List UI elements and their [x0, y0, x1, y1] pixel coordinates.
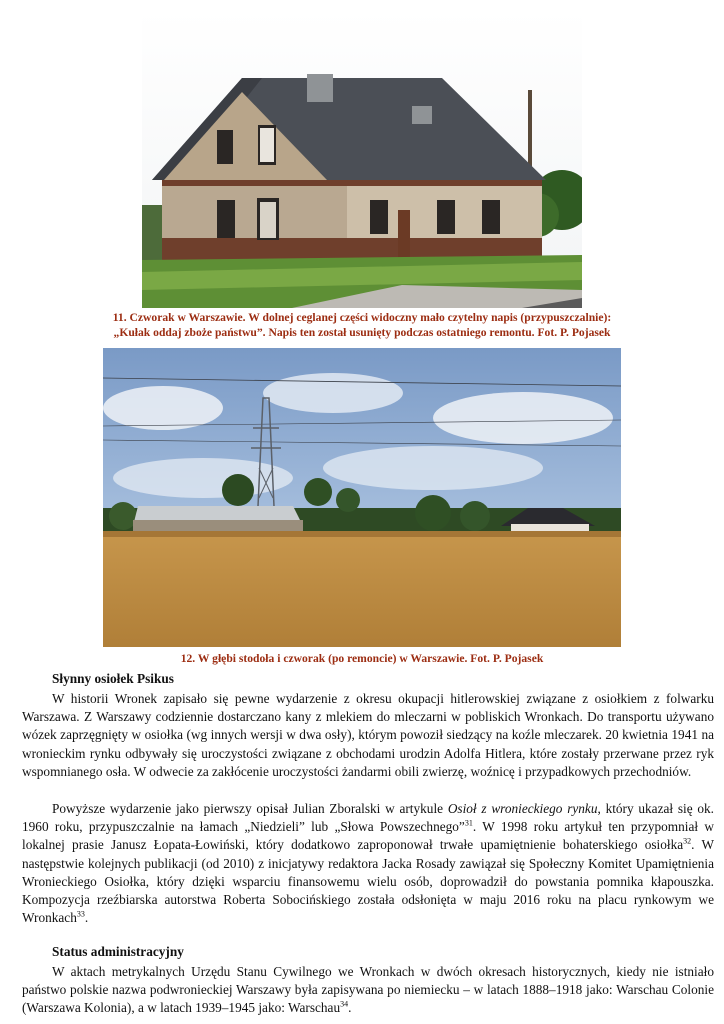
text-run: W aktach metrykalnych Urzędu Stanu Cywilnego we Wronkach w dwóch okresach historycznych, kiedy nie istniało państwo polskie nazwa podwronieckiej Warszawy była zapisywana po niemiecku – w latach 1888–1918 jako: Warschau Colonie (Warszawa Kolonia), a w latach 1939–1945 jako: Warschau: [22, 964, 714, 1016]
article-title: Osioł z wronieckiego rynku: [447, 801, 598, 816]
text-run: , który ukazał się ok. 1960 roku, przypuszczalnie na łamach „Niedzieli” lub „Słowa Powszechnego”: [22, 801, 714, 835]
footnote-ref-31[interactable]: 31: [464, 818, 473, 828]
caption-11-line-2: „Kułak oddaj zboże państwu”. Napis ten został usunięty podczas ostatniego remontu. Fot. P. Pojasek: [113, 326, 611, 339]
text-run: . W 1998 roku artykuł ten przypomniał w lokalnej prasie Janusz Łopata-Łowiński, który dodatkowo zaproponował trwałe upamiętnienie bohaterskiego osiołka: [22, 819, 714, 853]
footnote-ref-33[interactable]: 33: [76, 909, 85, 919]
section-heading-psikus: Słynny osiołek Psikus: [52, 671, 174, 686]
text-run: . W następstwie kolejnych publikacji (od 2010) z inicjatywy redaktora Jacka Rosady zawiązał się Społeczny Komitet Upamiętnienia Wronieckiego Osiołka, który dzięki wsparciu finansowemu wielu osób, doprowadził do powstania pomnika kłapouszka. Kompozycja rzeźbiarska autorstwa Roberta Sobocińskiego została odsłonięta w maju 2016 roku na placu rynkowym we Wronkach: [22, 837, 714, 926]
photo-czworak: [142, 10, 582, 308]
photo-field-barn: [103, 348, 621, 647]
photo-caption-11: [40, 310, 684, 340]
caption-11-line-1: 11. Czworak w Warszawie. W dolnej ceglanej części widoczny mało czytelny napis (przypuszczalnie):: [112, 311, 612, 324]
paragraph-psikus-1: W historii Wronek zapisało się pewne wydarzenie z okresu okupacji hitlerowskiej związane z osiołkiem z folwarku Warszawa. Z Warszawy codziennie dostarczano kany z mlekiem do mleczarni w pobliskich Wronkach. Do transportu używano wózek zaprzęgnięty w osiołka (wg innych wersji w dwa osły), którym powoził siedzący na koźle mleczarek. 20 kwietnia 1941 na wronieckim rynku odbywały się uroczystości związane z obchodami urodzin Adolfa Hitlera, które zostały przerwane przez ryk wspomnianego osła. W odwecie za zakłócenie uroczystości żandarmi obili zwierzę, woźnicę i przypadkowych przechodniów.: [22, 691, 714, 779]
text-run: .: [84, 910, 89, 926]
footnote-ref-32[interactable]: 32: [683, 836, 692, 846]
paragraph-psikus-2: [22, 800, 714, 927]
paragraph-status-1: [22, 963, 714, 1018]
footnote-ref-34[interactable]: 34: [340, 999, 349, 1009]
text-run: Powyższe wydarzenie jako pierwszy opisał Julian Zboralski w artykule: [52, 801, 448, 816]
section-heading-status: Status administracyjny: [52, 944, 184, 959]
text-run: .: [348, 1000, 352, 1016]
photo-caption-12: 12. W głębi stodoła i czworak (po remoncie) w Warszawie. Fot. P. Pojasek: [180, 652, 544, 665]
